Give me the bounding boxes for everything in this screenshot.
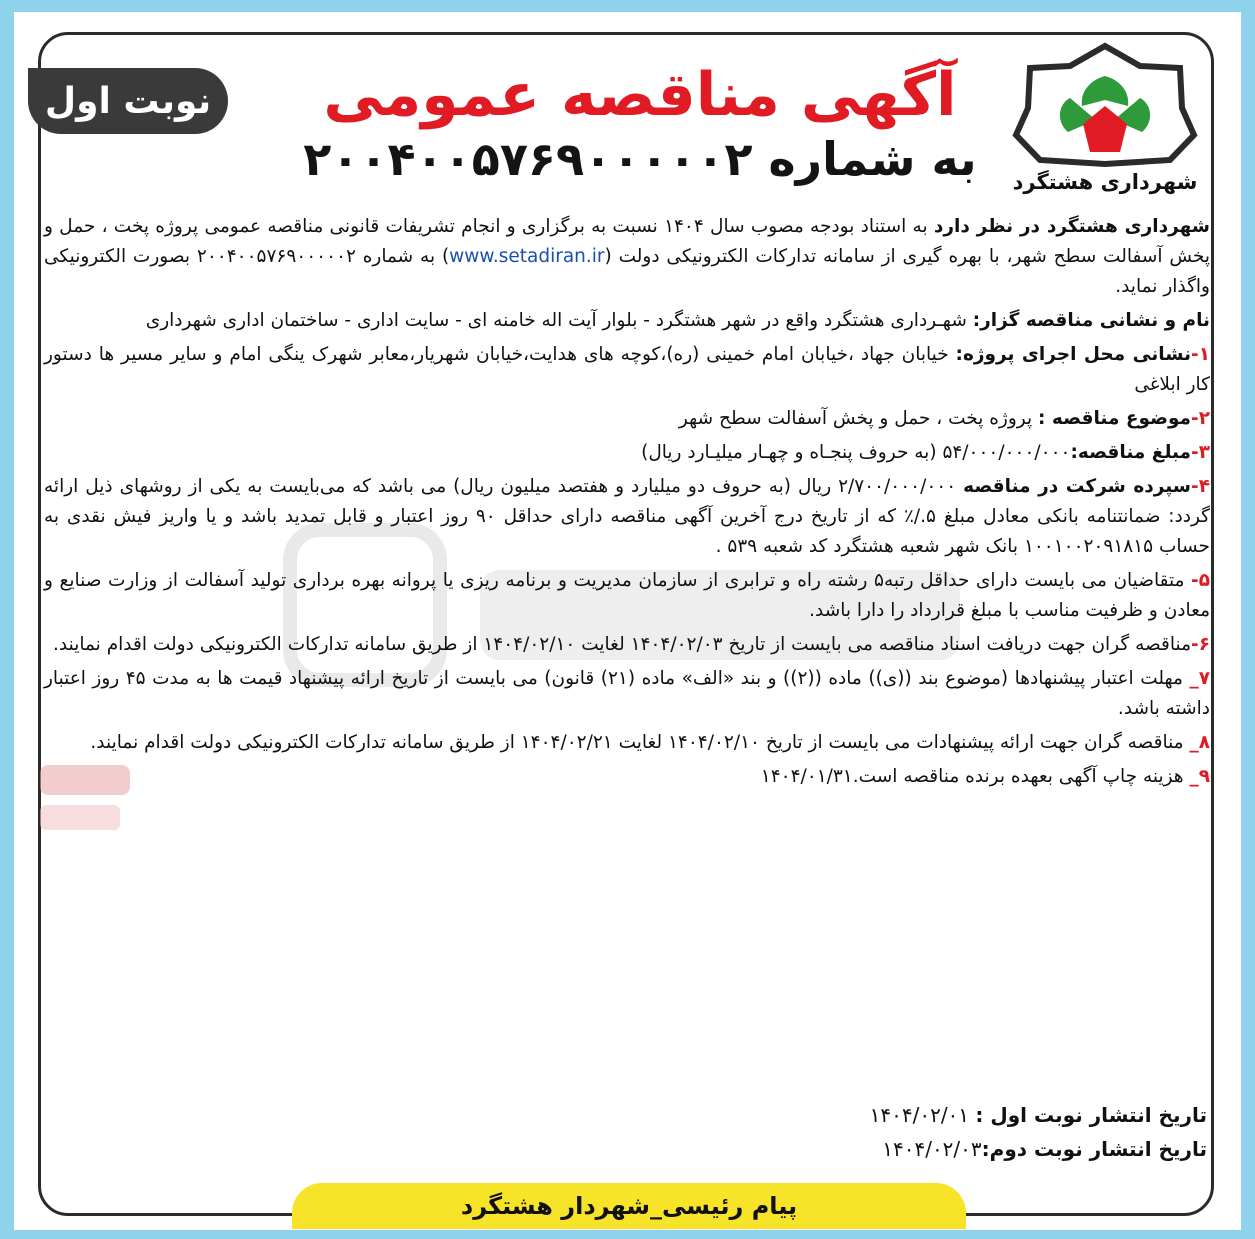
list-item: ۱-نشانی محل اجرای پروژه: خیابان جهاد ،خیابان امام خمینی (ره)،کوچه های هدایت،خیابان شهریار،معابر شهرک ینگی امام و سایر مسیر ها دستور کار ابلاغی — [44, 344, 1211, 395]
organizer-text: شهـرداری هشتگرد واقع در شهر هشتگرد - بلوار آیت اله خامنه ای - سایت اداری - ساختمان اداری شهرداری — [145, 310, 973, 331]
organizer-label: نام و نشانی مناقصه گزار: — [972, 310, 1210, 331]
list-item: ۴-سپرده شرکت در مناقصه ۲/۷۰۰/۰۰۰/۰۰۰ ریال (به حروف دو میلیارد و هفتصد میلیون ریال) می باشد که می‌بایست به یکی از روشهای ذیل ارائه گردد: ضمانتنامه بانکی معادل مبلغ ۵./٪ که از تاریخ درج آخرین آگهی مناقصه دارای حداقل ۹۰ روز اعتبار و قابل تمدید باشد و یا واریز فیش نقدی به حساب ۱۰۰۱۰۰۲۰۹۱۸۱۵ بانک شهر شعبه هشتگرد کد شعبه ۵۳۹ . — [44, 476, 1210, 557]
intro-text-1: به استناد بودجه مصوب سال ۱۴۰۴ نسبت به برگزاری و انجام تشریفات قانونی مناقصه عمومی پروژه پخت ، حمل و پخش آسفالت سطح شهر، با بهره گیری از سامانه تدارکات الکترونیکی دولت ( — [44, 216, 1211, 267]
list-item: ۳-مبلغ مناقصه:۵۴/۰۰۰/۰۰۰/۰۰۰ (به حروف پنجـاه و چهـار میلیـارد ریال) — [641, 442, 1210, 463]
advert-body — [44, 212, 1210, 796]
list-item: ۲-موضوع مناقصه : پروژه پخت ، حمل و پخش آسفالت سطح شهر — [678, 408, 1210, 429]
organizer-paragraph — [44, 306, 1210, 336]
issue-badge: نوبت اول — [28, 68, 228, 134]
tender-number: به شماره ۲۰۰۴۰۰۵۷۶۹۰۰۰۰۰۲ — [303, 132, 977, 186]
logo-caption: شهرداری هشتگرد — [1012, 170, 1198, 194]
publication-dates — [870, 1098, 1207, 1166]
first-publication-date: تاریخ انتشار نوبت اول : ۱۴۰۴/۰۲/۰۱ — [869, 1103, 1207, 1127]
list-item: ۵- متقاضیان می بایست دارای حداقل رتبه۵ رشته راه و ترابری از سازمان مدیریت و برنامه ریزی یا پروانه بهره برداری تولید آسفالت از وزارت صنایع و معادن و ظرفیت مناسب با مبلغ قرارداد را دارا باشد. — [44, 570, 1210, 621]
list-item: ۹_ هزینه چاپ آگهی بعهده برنده مناقصه است.۱۴۰۴/۰۱/۳۱ — [760, 766, 1210, 787]
list-item: ۶-مناقصه گران جهت دریافت اسناد مناقصه می بایست از تاریخ ۱۴۰۴/۰۲/۰۳ لغایت ۱۴۰۴/۰۲/۱۰ از طریق سامانه تدارکات الکترونیکی دولت اقدام نمایند. — [53, 634, 1210, 655]
intro-lead: شهرداری هشتگرد در نظر دارد — [933, 216, 1210, 237]
list-item: ۸_ مناقصه گران جهت ارائه پیشنهادات می بایست از تاریخ ۱۴۰۴/۰۲/۱۰ لغایت ۱۴۰۴/۰۲/۲۱ از طریق سامانه تدارکات الکترونیکی دولت اقدام نمایند. — [90, 732, 1210, 753]
second-publication-date: تاریخ انتشار نوبت دوم:۱۴۰۴/۰۲/۰۳ — [882, 1137, 1207, 1161]
intro-paragraph — [44, 212, 1210, 302]
list-item: ۷_ مهلت اعتبار پیشنهادها (موضوع بند ((ی)) ماده ((۲)) و بند «الف» ماده (۲۱) قانون) می بایست از تاریخ ارائه پیشنهاد قیمت ها به مدت ۴۵ روز اعتبار داشته باشد. — [44, 668, 1210, 719]
intro-text-2: ) به شماره ۲۰۰۴۰۰۵۷۶۹۰۰۰۰۰۲ بصورت الکترونیکی واگذار نماید. — [44, 246, 1210, 297]
setadiran-link[interactable]: www.setadiran.ir — [449, 246, 605, 267]
advert-title: آگهی مناقصه عمومی — [323, 60, 957, 130]
mayor-signature: پیام رئیسی_شهردار هشتگرد — [292, 1183, 966, 1229]
